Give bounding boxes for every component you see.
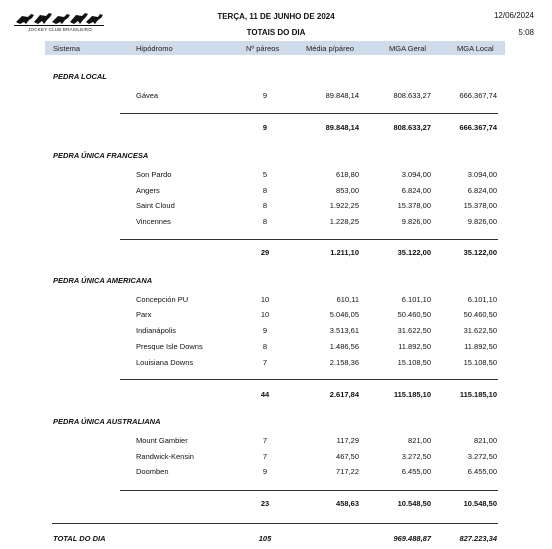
pareos-count: 9: [262, 91, 268, 100]
pareos-count: 8: [262, 342, 268, 351]
mga-local-value: 6.824,00: [467, 186, 497, 195]
section-title: PEDRA LOCAL: [53, 72, 107, 81]
mga-geral-value: 50.460,50: [397, 310, 431, 319]
pareos-count: 10: [260, 310, 270, 319]
hipodromo-name: Vincennes: [136, 217, 171, 226]
pareos-count: 8: [262, 201, 268, 210]
pareos-count: 7: [262, 436, 268, 445]
media-value: 89.848,14: [325, 91, 359, 100]
hipodromo-name: Gávea: [136, 91, 159, 100]
col-mga-local: MGA Local: [457, 44, 494, 53]
subtotal-divider: [120, 379, 498, 380]
mga-geral-value: 15.108,50: [397, 358, 431, 367]
total-geral: 969.488,87: [393, 534, 431, 543]
hipodromo-name: Presque Isle Downs: [136, 342, 203, 351]
subtotal-local: 35.122,00: [463, 248, 497, 257]
total-pareos: 105: [258, 534, 272, 543]
hipodromo-name: Parx: [136, 310, 152, 319]
section-title: PEDRA ÚNICA FRANCESA: [53, 151, 149, 160]
hipodromo-name: Randwick-Kensin: [136, 452, 194, 461]
mga-local-value: 6.455,00: [467, 467, 497, 476]
section-title: PEDRA ÚNICA AMERICANA: [53, 276, 153, 285]
hipodromo-name: Saint Cloud: [136, 201, 175, 210]
pareos-count: 7: [262, 452, 268, 461]
mga-geral-value: 6.824,00: [401, 186, 431, 195]
mga-local-value: 3.094,00: [467, 170, 497, 179]
section-title: PEDRA ÚNICA AUSTRALIANA: [53, 417, 161, 426]
hipodromo-name: Doomben: [136, 467, 169, 476]
mga-geral-value: 3.272,50: [401, 452, 431, 461]
media-value: 2.158,36: [329, 358, 359, 367]
pareos-count: 7: [262, 358, 268, 367]
logo-text: JOCKEY CLUB BRASILEIRO: [28, 27, 92, 32]
media-value: 1.922,25: [329, 201, 359, 210]
subtotal-media: 89.848,14: [325, 123, 359, 132]
subtotal-local: 10.548,50: [463, 499, 497, 508]
subtotal-divider: [120, 490, 498, 491]
hipodromo-name: Louisiana Downs: [136, 358, 194, 367]
media-value: 618,80: [336, 170, 359, 179]
total-divider: [52, 523, 498, 524]
mga-geral-value: 6.455,00: [401, 467, 431, 476]
subtotal-geral: 10.548,50: [397, 499, 431, 508]
pareos-count: 5: [262, 170, 268, 179]
col-media: Média p/páreo: [306, 44, 354, 53]
subtotal-pareos: 9: [262, 123, 268, 132]
subtotal-media: 1.211,10: [330, 248, 359, 257]
media-value: 117,29: [336, 436, 359, 445]
total-label: TOTAL DO DIA: [53, 534, 106, 543]
subtotal-local: 666.367,74: [459, 123, 497, 132]
mga-geral-value: 3.094,00: [401, 170, 431, 179]
mga-local-value: 31.622,50: [463, 326, 497, 335]
col-hipodromo: Hipódromo: [136, 44, 173, 53]
pareos-count: 10: [260, 295, 270, 304]
mga-geral-value: 31.622,50: [397, 326, 431, 335]
subtotal-divider: [120, 239, 498, 240]
hipodromo-name: Concepción PU: [136, 295, 189, 304]
mga-local-value: 15.378,00: [463, 201, 497, 210]
subtotal-pareos: 44: [260, 390, 270, 399]
pareos-count: 9: [262, 326, 268, 335]
media-value: 610,11: [336, 295, 359, 304]
mga-geral-value: 9.826,00: [401, 217, 431, 226]
col-mga-geral: MGA Geral: [389, 44, 427, 53]
subtotal-pareos: 29: [260, 248, 270, 257]
mga-local-value: 50.460,50: [463, 310, 497, 319]
subtotal-local: 115.185,10: [459, 390, 497, 399]
media-value: 467,50: [336, 452, 359, 461]
mga-local-value: 6.101,10: [467, 295, 497, 304]
hipodromo-name: Angers: [136, 186, 160, 195]
hipodromo-name: Indianápolis: [136, 326, 177, 335]
media-value: 1.486,56: [329, 342, 359, 351]
hipodromo-name: Mount Gambier: [136, 436, 188, 445]
page-title: TOTAIS DO DIA: [246, 28, 306, 37]
mga-local-value: 15.108,50: [463, 358, 497, 367]
subtotal-geral: 808.633,27: [393, 123, 431, 132]
pareos-count: 8: [262, 186, 268, 195]
mga-local-value: 9.826,00: [467, 217, 497, 226]
mga-geral-value: 808.633,27: [393, 91, 431, 100]
pareos-count: 9: [262, 467, 268, 476]
col-sistema: Sistema: [53, 44, 81, 53]
subtotal-geral: 35.122,00: [397, 248, 431, 257]
mga-local-value: 821,00: [474, 436, 497, 445]
mga-local-value: 666.367,74: [459, 91, 497, 100]
media-value: 853,00: [336, 186, 359, 195]
mga-geral-value: 6.101,10: [401, 295, 431, 304]
mga-geral-value: 11.892,50: [398, 342, 431, 351]
print-time: 5:08: [518, 28, 534, 37]
media-value: 717,22: [336, 467, 359, 476]
pareos-count: 8: [262, 217, 268, 226]
report-date-title: TERÇA, 11 DE JUNHO DE 2024: [217, 12, 335, 21]
print-date: 12/06/2024: [493, 11, 534, 20]
media-value: 5.046,05: [329, 310, 359, 319]
mga-geral-value: 821,00: [408, 436, 431, 445]
mga-local-value: 11.892,50: [464, 342, 497, 351]
mga-local-value: 3.272,50: [467, 452, 497, 461]
col-n-pareos: Nº páreos: [246, 44, 280, 53]
hipodromo-name: Son Pardo: [136, 170, 172, 179]
total-local: 827.223,34: [459, 534, 497, 543]
subtotal-geral: 115.185,10: [393, 390, 431, 399]
mga-geral-value: 15.378,00: [397, 201, 431, 210]
media-value: 3.513,61: [329, 326, 359, 335]
media-value: 1.228,25: [329, 217, 359, 226]
subtotal-pareos: 23: [260, 499, 270, 508]
subtotal-divider: [120, 113, 498, 114]
subtotal-media: 458,63: [336, 499, 359, 508]
subtotal-media: 2.617,84: [329, 390, 359, 399]
